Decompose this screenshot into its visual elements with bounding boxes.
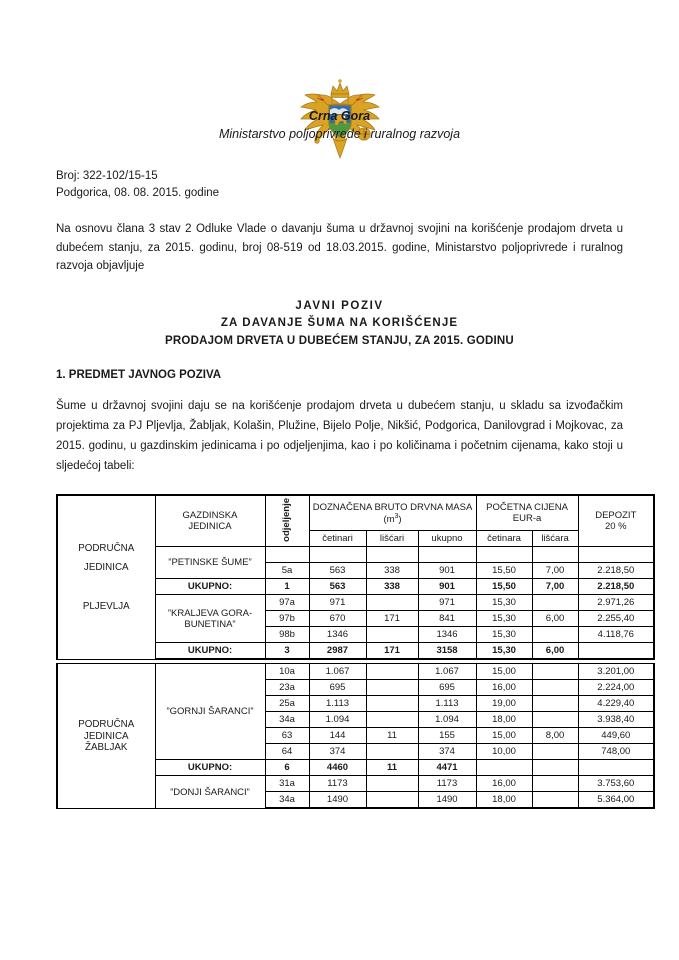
deciduous-price-cell	[532, 627, 578, 643]
call-title-line-2: ZA DAVANJE ŠUMA NA KORIŠĆENJE	[220, 317, 459, 330]
deciduous-price-cell	[532, 744, 578, 760]
department-cell: 25a	[265, 696, 309, 712]
deciduous-mass-cell	[366, 664, 418, 680]
total-conifer-mass-cell: 2987	[309, 643, 366, 660]
reference-block	[56, 168, 623, 204]
conifer-price-cell: 15,30	[476, 627, 532, 643]
total-mass-cell: 374	[418, 744, 476, 760]
deciduous-price-cell: 8,00	[532, 728, 578, 744]
deciduous-price-cell: 7,00	[532, 563, 578, 579]
total-deposit-cell	[578, 760, 654, 776]
deposit-cell: 3.938,40	[578, 712, 654, 728]
conifer-mass-cell: 374	[309, 744, 366, 760]
total-deciduous-price-cell	[532, 760, 578, 776]
header-sub-total-mass: ukupno	[418, 531, 476, 547]
total-mass-cell: 695	[418, 680, 476, 696]
total-deciduous-mass-cell: 338	[366, 579, 418, 595]
total-label-cell: UKUPNO:	[155, 760, 265, 776]
section-paragraph: Šume u državnoj svojini daju se na korišćenje prodajom drveta u dubećem stanju, u skladu sa izvođačkim projektima za PJ Pljevlja, Žabljak, Kolašin, Plužine, Bijelo Polje, Nikšić, Podgorica, Danilovgrad i Mojkovac, za 2015. godinu, u gazdinskim jedinicama i po odjeljenjima, kao i po količinama i početnim cijenama, kako stoji u sljedećoj tabeli:	[56, 400, 623, 472]
deciduous-price-cell: 6,00	[532, 611, 578, 627]
deciduous-price-cell	[532, 595, 578, 611]
deposit-cell: 5.364,00	[578, 792, 654, 809]
deciduous-mass-cell: 338	[366, 563, 418, 579]
deposit-cell: 2.218,50	[578, 563, 654, 579]
deciduous-mass-cell	[366, 776, 418, 792]
deciduous-price-cell	[532, 664, 578, 680]
conifer-mass-cell: 1490	[309, 792, 366, 809]
department-cell: 31a	[265, 776, 309, 792]
management-unit-cell: ”DONJI ŠARANCI”	[155, 776, 265, 809]
total-department-cell: 3	[265, 643, 309, 660]
total-mass-cell: 901	[418, 563, 476, 579]
public-call-title	[56, 298, 623, 350]
header-sub-deciduous-price: lišćara	[532, 531, 578, 547]
conifer-price-cell: 19,00	[476, 696, 532, 712]
header-sub-conifer-mass: četinari	[309, 531, 366, 547]
management-unit-cell: ”PETINSKE ŠUME”	[155, 547, 265, 579]
deposit-cell	[578, 547, 654, 563]
conifer-mass-cell: 144	[309, 728, 366, 744]
total-conifer-price-cell	[476, 760, 532, 776]
conifer-price-cell: 15,00	[476, 664, 532, 680]
conifer-price-cell: 10,00	[476, 744, 532, 760]
deciduous-mass-cell	[366, 680, 418, 696]
department-cell: 10a	[265, 664, 309, 680]
conifer-price-cell: 18,00	[476, 792, 532, 809]
conifer-mass-cell: 563	[309, 563, 366, 579]
header-gross-wood-mass: DOZNAČENA BRUTO DRVNA MASA $(m^3)$	[309, 495, 476, 531]
total-deposit-cell: 2.218,50	[578, 579, 654, 595]
call-title-line-1: JAVNI POZIV	[295, 300, 384, 312]
total-deciduous-mass-cell: 11	[366, 760, 418, 776]
deciduous-price-cell	[532, 680, 578, 696]
conifer-price-cell: 15,00	[476, 728, 532, 744]
legal-basis-paragraph: Na osnovu člana 3 stav 2 Odluke Vlade o davanju šuma u državnoj svojini na korišćenje prodajom drveta u dubećem stanju, za 2015. godinu, broj 08-519 od 18.03.2015. godine, Ministarstvo poljoprivrede i ruralnog razvoja objavljuje	[56, 223, 623, 273]
total-mass-cell: 1173	[418, 776, 476, 792]
department-cell: 34a	[265, 712, 309, 728]
header-starting-price: POČETNA CIJENA EUR-a	[476, 495, 578, 531]
total-mass-cell: 971	[418, 595, 476, 611]
deciduous-mass-cell: 171	[366, 611, 418, 627]
deposit-cell: 3.201,00	[578, 664, 654, 680]
deciduous-price-cell	[532, 776, 578, 792]
total-total-mass-cell: 3158	[418, 643, 476, 660]
forest-units-table-body	[57, 495, 654, 808]
emblem-container	[56, 0, 623, 104]
management-unit-cell: ”GORNJI ŠARANCI”	[155, 664, 265, 760]
conifer-mass-cell: 1.067	[309, 664, 366, 680]
conifer-price-cell: 16,00	[476, 680, 532, 696]
department-cell: 97a	[265, 595, 309, 611]
deciduous-mass-cell	[366, 627, 418, 643]
forest-units-table	[56, 494, 655, 809]
conifer-price-cell: 15,30	[476, 595, 532, 611]
department-cell: 97b	[265, 611, 309, 627]
total-mass-cell: 1490	[418, 792, 476, 809]
total-mass-cell: 1.067	[418, 664, 476, 680]
header-sub-conifer-price: četinara	[476, 531, 532, 547]
header-department: odjeljenje	[265, 495, 309, 547]
table-header-row-top	[57, 495, 654, 531]
deciduous-price-cell	[532, 792, 578, 809]
organisation-block	[56, 108, 623, 144]
deposit-cell: 748,00	[578, 744, 654, 760]
country-name: Crna Gora	[308, 109, 371, 123]
total-conifer-mass-cell: 4460	[309, 760, 366, 776]
conifer-mass-cell: 670	[309, 611, 366, 627]
call-title-line-3: PRODAJOM DRVETA U DUBEĆEM STANJU, ZA 2015. GODINU	[165, 334, 514, 347]
total-conifer-price-cell: 15,50	[476, 579, 532, 595]
total-deciduous-mass-cell: 171	[366, 643, 418, 660]
total-deciduous-price-cell: 6,00	[532, 643, 578, 660]
total-mass-cell: 1.113	[418, 696, 476, 712]
total-mass-cell: 155	[418, 728, 476, 744]
conifer-price-cell: 15,50	[476, 563, 532, 579]
total-total-mass-cell: 901	[418, 579, 476, 595]
header-management-unit: GAZDINSKA JEDINICA	[155, 495, 265, 547]
deciduous-mass-cell	[366, 696, 418, 712]
region-cell: PODRUČNA JEDINICA ŽABLJAK	[57, 664, 155, 809]
conifer-mass-cell: 1.113	[309, 696, 366, 712]
conifer-price-cell: 18,00	[476, 712, 532, 728]
total-deciduous-price-cell: 7,00	[532, 579, 578, 595]
total-conifer-price-cell: 15,30	[476, 643, 532, 660]
deciduous-mass-cell	[366, 595, 418, 611]
deciduous-price-cell	[532, 547, 578, 563]
conifer-price-cell: 16,00	[476, 776, 532, 792]
total-label-cell: UKUPNO:	[155, 643, 265, 660]
total-total-mass-cell: 4471	[418, 760, 476, 776]
total-mass-cell: 1.094	[418, 712, 476, 728]
total-mass-cell: 1346	[418, 627, 476, 643]
conifer-mass-cell: 1173	[309, 776, 366, 792]
conifer-price-cell	[476, 547, 532, 563]
conifer-mass-cell: 695	[309, 680, 366, 696]
department-cell: 63	[265, 728, 309, 744]
reference-number: Broj: 322-102/15-15	[56, 169, 158, 182]
total-department-cell: 6	[265, 760, 309, 776]
department-cell: 23a	[265, 680, 309, 696]
deciduous-mass-cell	[366, 792, 418, 809]
conifer-mass-cell: 1346	[309, 627, 366, 643]
department-cell: 64	[265, 744, 309, 760]
total-conifer-mass-cell: 563	[309, 579, 366, 595]
deposit-cell: 2.224,00	[578, 680, 654, 696]
deciduous-mass-cell: 11	[366, 728, 418, 744]
header-deposit: DEPOZIT 20 %	[578, 495, 654, 547]
department-cell: 98b	[265, 627, 309, 643]
forest-units-table-container	[56, 494, 637, 809]
total-deposit-cell	[578, 643, 654, 660]
deciduous-mass-cell	[366, 744, 418, 760]
deposit-cell: 2.971,26	[578, 595, 654, 611]
conifer-mass-cell: 971	[309, 595, 366, 611]
deciduous-mass-cell	[366, 547, 418, 563]
deciduous-mass-cell	[366, 712, 418, 728]
table-row	[57, 664, 654, 680]
place-and-date: Podgorica, 08. 08. 2015. godine	[56, 187, 220, 200]
deposit-cell: 2.255,40	[578, 611, 654, 627]
ministry-name: Ministarstvo poljoprivrede i ruralnog razvoja	[218, 126, 461, 141]
department-cell: 34a	[265, 792, 309, 809]
header-region: PODRUČNA JEDINICA PLJEVLJA	[57, 495, 155, 659]
deposit-cell: 4.229,40	[578, 696, 654, 712]
deciduous-price-cell	[532, 696, 578, 712]
deciduous-price-cell	[532, 712, 578, 728]
total-mass-cell: 841	[418, 611, 476, 627]
deposit-cell: 449,60	[578, 728, 654, 744]
conifer-mass-cell	[309, 547, 366, 563]
total-label-cell: UKUPNO:	[155, 579, 265, 595]
section-heading: 1. PREDMET JAVNOG POZIVA	[56, 369, 222, 382]
deposit-cell: 4.118,76	[578, 627, 654, 643]
department-cell	[265, 547, 309, 563]
total-mass-cell	[418, 547, 476, 563]
header-sub-deciduous-mass: lišćari	[366, 531, 418, 547]
management-unit-cell: ”KRALJEVA GORA- BUNETINA”	[155, 595, 265, 643]
total-department-cell: 1	[265, 579, 309, 595]
conifer-price-cell: 15,30	[476, 611, 532, 627]
deposit-cell: 3.753,60	[578, 776, 654, 792]
conifer-mass-cell: 1.094	[309, 712, 366, 728]
department-cell: 5a	[265, 563, 309, 579]
